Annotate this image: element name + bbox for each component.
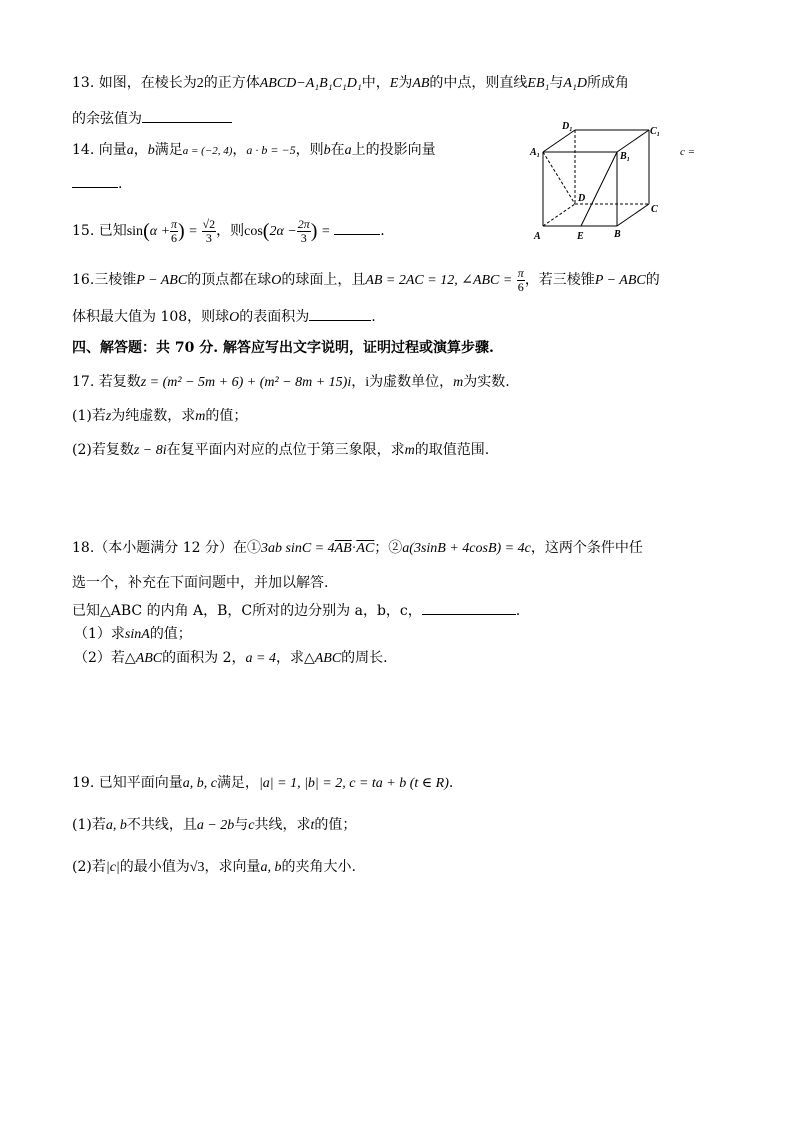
q18-answer-blank xyxy=(422,600,516,615)
q18-part2: （2）若△ABC的面积为 2，a = 4，求△ABC的周长. xyxy=(74,650,388,666)
q15-line: 15. 已知sin(α + $\frac{\pi}{6}$ ) = $\frac{√2}{3}$ ，则cos(2α − $\frac{2\pi}{3}$ ) = . xyxy=(72,216,385,245)
q13-answer-blank xyxy=(142,108,232,123)
q14-line2: . xyxy=(72,173,122,194)
q19-part2: (2)若|c|的最小值为√3，求向量a, b的夹角大小. xyxy=(72,859,356,875)
section-header: 四、解答题：共 70 分. 解答应写出文字说明，证明过程或演算步骤. xyxy=(72,340,494,356)
q16-line1: 16.三棱锥P − ABC的顶点都在球O的球面上，且AB = 2AC = 12, ∠ABC = $\frac{\pi}{6}$ ，若三棱锥P − ABC的 xyxy=(72,265,660,294)
q17-part1: (1)若z为纯虚数，求m的值； xyxy=(72,408,248,424)
q18-line3: 已知△ABC 的内角 A，B，C所对的边分别为 a，b，c， . xyxy=(72,600,520,621)
q15-frac-2pi-3: $\frac{2\pi}{3}$ xyxy=(297,216,310,245)
label-D: D xyxy=(578,193,586,204)
q14-answer-blank xyxy=(72,173,118,188)
label-E: E xyxy=(577,231,584,242)
q18-line1: 18.（本小题满分 12 分）在①3ab $\sin C = 4\overline{AB}\cdot\overline{AC}$；②a(3sinB + 4cosB) = 4c，这两个条件中任 xyxy=(72,540,643,556)
q15-answer-blank xyxy=(334,220,380,235)
q14-line1: 14. 向量a，b满足a = (−2, 4)，a · b = −5，则b在a上的投影向量 xyxy=(72,142,436,158)
q15-frac-pi-6: $\frac{\pi}{6}$ xyxy=(171,216,178,245)
label-B1: B₁ xyxy=(620,151,631,162)
q13-line1: 13. 如图，在棱长为2的正方体ABCD−A₁B₁C₁D₁中，E为AB的中点，则直线EB₁与A₁D所成角 xyxy=(72,75,629,91)
q16-line2: 体积最大值为 108，则球O的表面积为 . xyxy=(72,306,376,328)
q16-frac-pi-6: $\frac{\pi}{6}$ xyxy=(517,265,524,294)
label-D1: D₁ xyxy=(562,121,573,132)
q19-line1: 19. 已知平面向量a, b, c满足，|a| = 1, |b| = 2, c = ta + b (t ∈ R). xyxy=(72,775,454,791)
q17-part2: (2)若复数z − 8i在复平面内对应的点位于第三象限，求m的取值范围. xyxy=(72,442,490,458)
q14-c-label: c = xyxy=(680,146,696,158)
q17-line1: 17. 若复数z = (m² − 5m + 6) + (m² − 8m + 15)i，i为虚数单位，m为实数. xyxy=(72,374,510,390)
cube-figure xyxy=(525,118,675,248)
label-A1: A₁ xyxy=(530,147,541,158)
q18-line2: 选一个，补充在下面问题中，并加以解答. xyxy=(72,575,329,591)
q13-line2: 的余弦值为 xyxy=(72,108,232,129)
label-C1: C₁ xyxy=(650,126,661,137)
label-C: C xyxy=(651,204,658,215)
q19-part1: (1)若a, b不共线，且a − 2b与c共线，求t的值； xyxy=(72,817,357,833)
q15-frac-sqrt2-3: $\frac{√2}{3}$ xyxy=(202,216,216,245)
label-B: B xyxy=(614,229,621,240)
label-A: A xyxy=(534,231,541,242)
q16-answer-blank xyxy=(309,306,371,321)
q18-part1: （1）求sinA的值； xyxy=(74,626,192,642)
